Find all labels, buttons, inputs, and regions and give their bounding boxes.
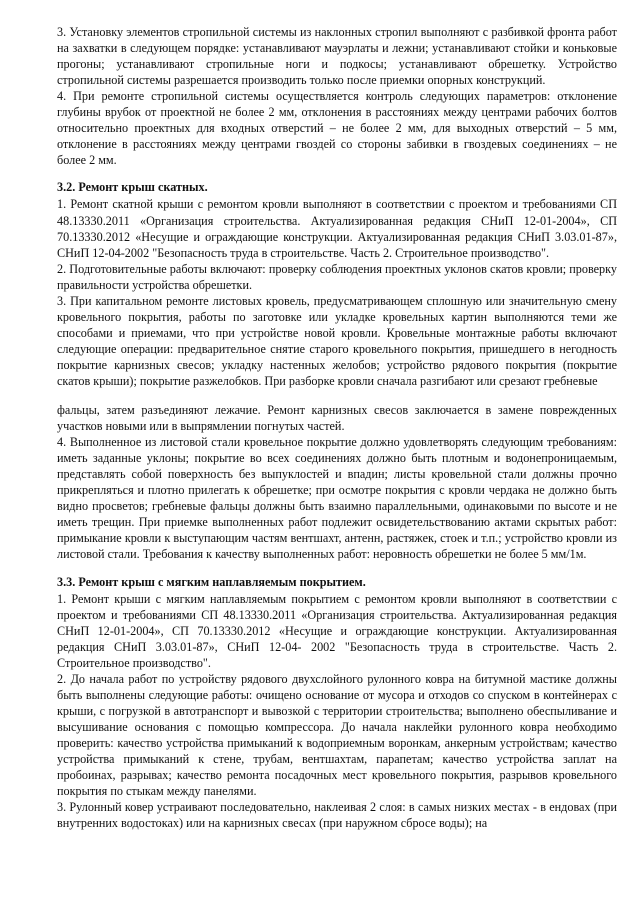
section-heading-3-3: 3.3. Ремонт крыш с мягким наплавляемым покрытием.	[57, 574, 366, 589]
paragraph-3-2-2: 2. Подготовительные работы включают: проверку соблюдения проектных уклонов скатов кровли; проверку правильности устройства обрешетки.	[57, 261, 617, 292]
paragraph-3-2-4: 4. Выполненное из листовой стали кровельное покрытие должно удовлетворять следующим требованиям: иметь заданные уклоны; покрытие во всех соединениях должно быть плотным и водонепроницаемым, представлять собой поверхность без выпуклостей и впадин; листы кровельной стали должны прочно прикрепляться и плотно прилегать к обрешетке; при осмотре покрытия с кровли чердака не должно быть видно просветов; гребневые фальцы должны быть взаимно параллельными, одинаковыми по высоте и не иметь трещин. При приемке выполненных работ подлежит освидетельствованию актами скрытых работ: примыкание кровли к выступающим частям вентшахт, антенн, растяжек, стоек и т.п.; устройство кровли из листовой стали. Требования к качеству выполненных работ: неровность обрешетки не более 5 мм/1м.	[57, 435, 617, 562]
spacer	[57, 389, 617, 402]
paragraph-3-3-2: 2. До начала работ по устройству рядового двухслойного рулонного ковра на битумной мастике должны быть выполнены следующие работы: очищено основание от мусора и отходов со спуском в контейнерах с крыши, с погрузкой в автотранспорт и вывозкой с территории строительства; выполнено обеспыливание и высушивание основания с помощью компрессора. До начала наклейки рулонного ковра необходимо проверить: качество устройства примыканий к водоприемным воронкам, анкерным устройствам; качество устройства примыканий к стене, трубам, вентшахтам, парапетам; качество устройства заплат на пробоинах, разрывах; качество ремонта посадочных мест кровельного покрытия, разрывов кровельного покрытия по стыкам между панелями.	[57, 671, 617, 799]
spacer	[57, 563, 617, 574]
paragraph-3-3-1: 1. Ремонт крыши с мягким наплавляемым покрытием с ремонтом кровли выполняют в соответствии с проектом и требованиями СП 48.13330.2011 «Организация строительства. Актуализированная редакция СНиП 12-01-2004», СП 70.13330.2012 «Несущие и ограждающие конструкции. Актуализированная редакция СНиП 3.03.01-87», СНиП 12-04- 2002 "Безопасность труда в строительстве. Часть 2. Строительное производство".	[57, 591, 617, 670]
paragraph-3-3-3: 3. Рулонный ковер устраивают последовательно, наклеивая 2 слоя: в самых низких местах - в ендовах (при внутренних водостоках) или на карнизных свесах (при наружном сбросе воды); на	[57, 800, 617, 831]
spacer	[57, 168, 617, 179]
document-page	[57, 24, 617, 831]
paragraph-3-2-3-continued: фальцы, затем разъединяют лежачие. Ремонт карнизных свесов заключается в замене поврежденных участков новыми или в выпрямлении погнутых частей.	[57, 403, 617, 434]
paragraph-3-2-1: 1. Ремонт скатной крыши с ремонтом кровли выполняют в соответствии с проектом и требованиями СП 48.13330.2011 «Организация строительства. Актуализированная редакция СНиП 12-01-2004», СП 70.13330.2012 «Несущие и ограждающие конструкции. Актуализированная редакция СНиП 3.03.01-87», СНиП 12-04-2002 "Безопасность труда в строительстве. Часть 2. Строительное производство".	[57, 197, 617, 260]
paragraph-stropila-control: 4. При ремонте стропильной системы осуществляется контроль следующих параметров: отклонение глубины врубок от проектной не более 2 мм, отклонения в расстояниях между центрами рабочих болтов относительно проектных для входных отверстий – не более 2 мм, для выходных отверстий – 5 мм, отклонение в расстояниях между центрами гвоздей со стороны забивки в гвоздевых соединениях – не более 2 мм.	[57, 89, 617, 168]
paragraph-3-2-3: 3. При капитальном ремонте листовых кровель, предусматривающем сплошную или значительную смену кровельного покрытия, работы по заготовке или укладке кровельных картин выполняются теми же способами и приемами, что при устройстве новой кровли. Кровельные монтажные работы включают следующие операции: предварительное снятие старого кровельного покрытия, пришедшего в негодность покрытие карнизных свесов; укладку настенных желобов; устройство рядового покрытия (покрытие скатов крыши); покрытие разжелобков. При разборке кровли сначала разгибают или срезают гребневые	[57, 293, 617, 388]
paragraph-stropila-installation: 3. Установку элементов стропильной системы из наклонных стропил выполняют с разбивкой фронта работ на захватки в следующем порядке: устанавливают мауэрлаты и лежни; устанавливают стойки и коньковые прогоны; устанавливают стропильные ноги и подкосы; устанавливают обрешетку. Устройство стропильной системы разрешается производить только после приемки опорных конструкций.	[57, 25, 617, 88]
section-heading-3-2: 3.2. Ремонт крыш скатных.	[57, 180, 208, 195]
